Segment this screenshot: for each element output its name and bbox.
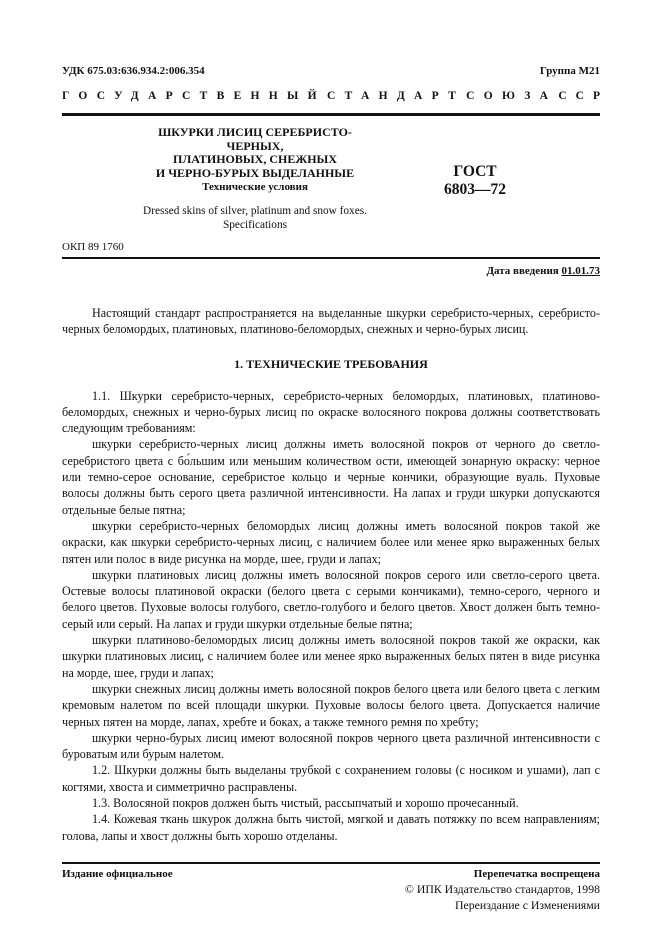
title-line: ШКУРКИ ЛИСИЦ СЕРЕБРИСТО-ЧЕРНЫХ, — [158, 125, 352, 153]
banner-word: ССР — [558, 90, 609, 102]
reissue-notice: Переиздание с Изменениями — [455, 897, 600, 912]
banner-word: СОЮЗА — [466, 90, 558, 102]
footer-divider — [62, 862, 600, 864]
group-code: Группа М21 — [539, 65, 600, 77]
footer-right — [405, 867, 600, 914]
okp-code: ОКП 89 1760 — [62, 241, 124, 253]
english-title-line: Dressed skins of silver, platinum and snow foxes. — [143, 205, 367, 217]
paragraph: 1.2. Шкурки должны быть выделаны трубкой с сохранением головы (с носиком и ушами), лап с когтями, хвоста и симметрично расправлены. — [62, 763, 600, 794]
banner-word: СТАНДАРТ — [326, 90, 466, 102]
paragraph: шкурки серебристо-черных лисиц должны иметь волосяной покров от черного до светло-серебристого цвета с бо́льшим или меньшим количеством ости, имеющей зонарную окраску: черное или темно-серое основание, серебристое кольцо и черные кончики, образующие вуаль. Пуховые волосы должны быть серого цвета различной интенсивности. На лапах и груди шкурки допускаются отдельные белые пятна; — [62, 437, 600, 517]
intro-paragraph-block — [62, 305, 600, 338]
document-body — [62, 0, 600, 943]
paragraph: 1.1. Шкурки серебристо-черных, серебристо-черных беломордых, платиновых, платиново-беломордых, снежных и черно-бурых лисиц по окраске волосяного покрова должны соответствовать следующим требованиям: — [62, 388, 600, 436]
introduction-date-label: Дата введения — [486, 265, 559, 277]
english-title-line: Specifications — [223, 218, 287, 231]
official-edition-label: Издание официальное — [62, 867, 173, 880]
paragraph: шкурки серебристо-черных беломордых лисиц должны иметь волосяной покров такой же окраски, как шкурки серебристо-черных лисиц, с наличием более или менее ярко выраженных белых пятен или полос в виде рисунка на морде, шее, груди и лапах; — [62, 518, 600, 566]
intro-paragraph: Настоящий стандарт распространяется на выделанные шкурки серебристо-черных, серебристо-черных беломордых, платиновых, платиново-беломордых, снежных и черно-бурых лисиц. — [62, 306, 600, 337]
udk-code: УДК 675.03:636.934.2:006.354 — [62, 65, 205, 77]
paragraph: шкурки снежных лисиц должны иметь волосяной покров белого цвета или белого цвета с легким кремовым налетом по всей площади шкурки. Пуховые волосы белого цвета. Допускается наличие черных пятен на морде, лапах, хребте и боках, а также темного ремня по хребту; — [62, 681, 600, 729]
title-line: ПЛАТИНОВЫХ, СНЕЖНЫХ — [173, 152, 337, 166]
copyright-notice: © ИПК Издательство стандартов, 1998 — [404, 882, 600, 897]
gost-number: 6803—72 — [444, 181, 506, 198]
section-heading: 1. ТЕХНИЧЕСКИЕ ТРЕБОВАНИЯ — [234, 356, 428, 371]
reprint-notice: Перепечатка воспрещена — [473, 867, 600, 880]
section-body — [62, 388, 600, 844]
document-subtitle: Технические условия — [202, 181, 308, 193]
introduction-date-value: 01.01.73 — [561, 265, 600, 277]
paragraph: 1.3. Волосяной покров должен быть чистый, рассыпчатый и хорошо прочесанный. — [92, 796, 519, 811]
paragraph: шкурки черно-бурых лисиц имеют волосяной покров черного цвета различной интенсивности с буроватым или бурым налетом. — [62, 730, 600, 762]
title-line: И ЧЕРНО-БУРЫХ ВЫДЕЛАННЫЕ — [155, 165, 355, 180]
paragraph: шкурки платиновых лисиц должны иметь волосяной покров серого или светло-серого цвета. Остевые волосы платиновой окраски (белого цвета с серыми кончиками), темно-серого, черного и белого цветов. Пуховые волосы голубого, светло-голубого и белого цветов. Хвост должен быть темно-серый или серый. На лапах и груди шкурки отдельные белые пятна; — [62, 567, 600, 631]
paragraph: шкурки платиново-беломордых лисиц должны иметь волосяной покров такой же окраски, как шкурки платиновых лисиц, с наличием более или менее ярко выраженных белых пятен в виде рисунка на морде, шее, груди и лапах; — [62, 633, 600, 680]
paragraph: 1.4. Кожевая ткань шкурок должна быть чистой, мягкой и давать потяжку по всем направлениям; голова, лапы и хвост должны быть хорошо отделаны. — [62, 812, 600, 843]
footer — [62, 867, 600, 914]
banner-word: ГОСУДАРСТВЕННЫЙ — [62, 90, 326, 102]
gost-label: ГОСТ — [453, 163, 497, 180]
